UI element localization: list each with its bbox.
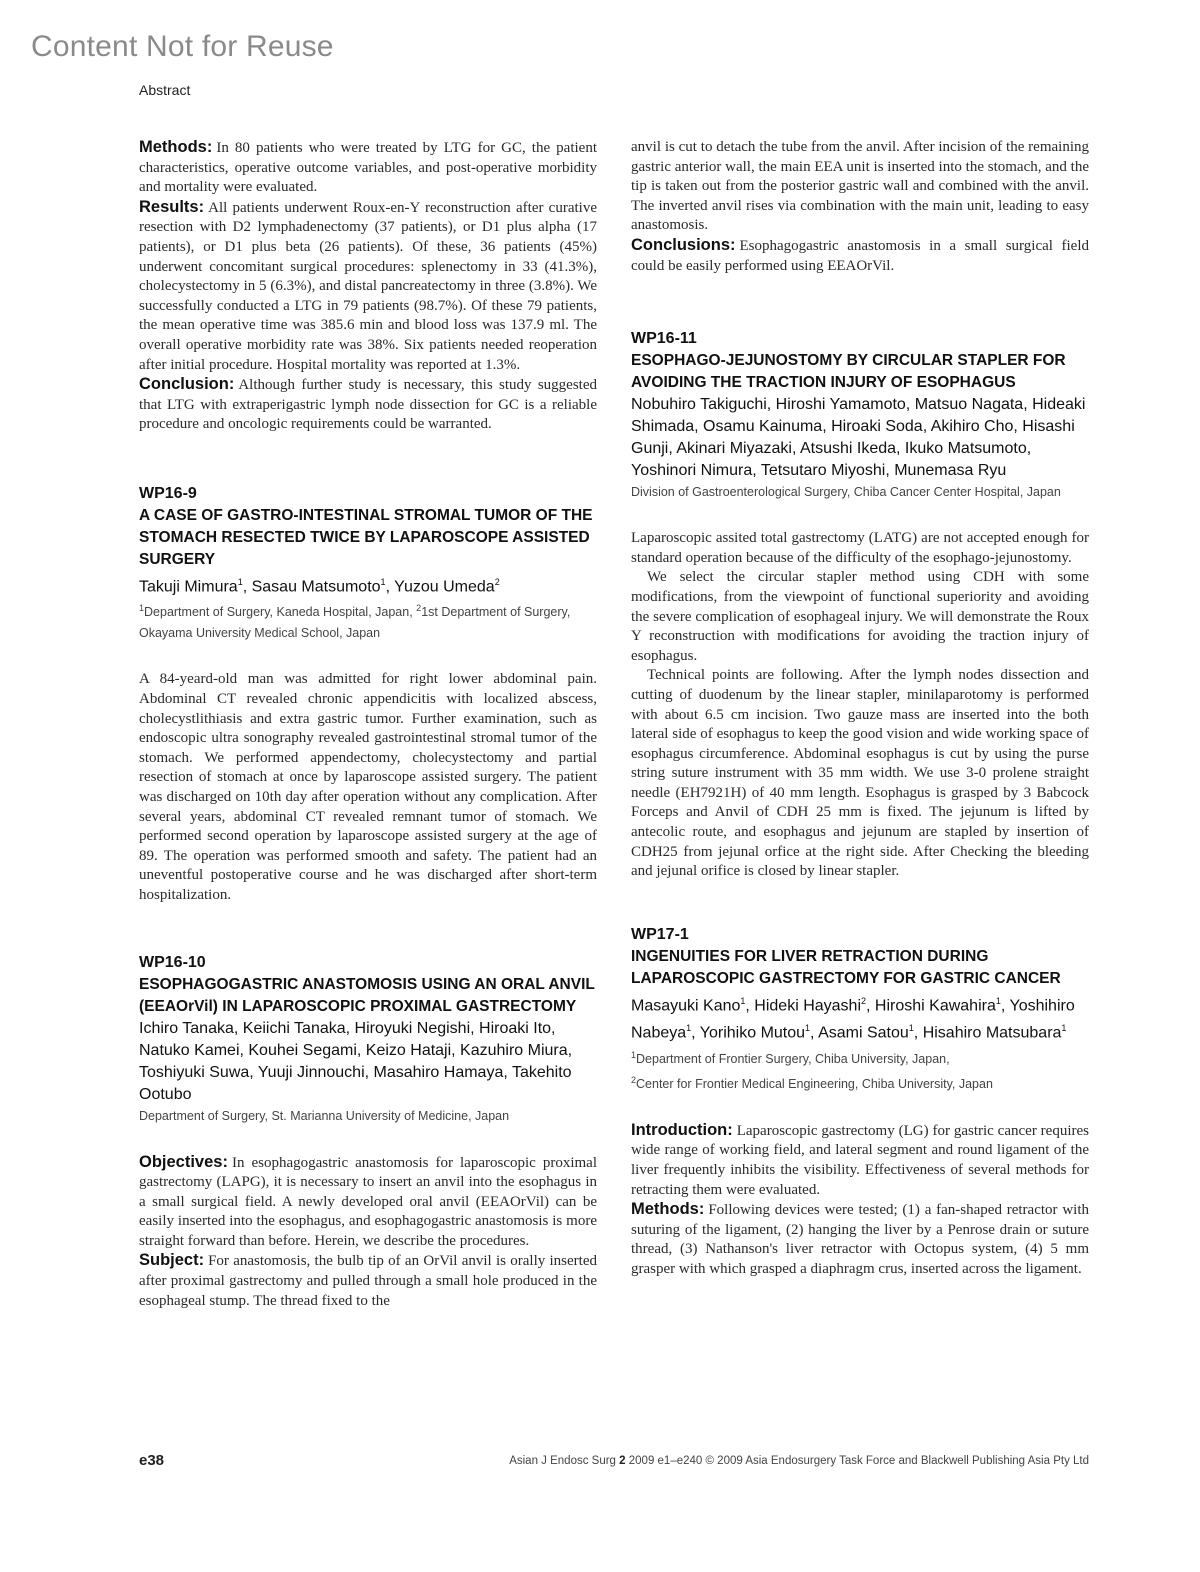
author: Yorihiko Mutou	[699, 1024, 806, 1042]
author: Yuzou Umeda	[394, 578, 495, 596]
methods-paragraph	[139, 138, 597, 198]
abstract-code: WP16-9	[139, 484, 197, 502]
left-column	[139, 138, 597, 1311]
abstract-wp16-11	[631, 328, 1089, 882]
running-head: Abstract	[139, 82, 191, 98]
abstract-body: We select the circular stapler method using CDH with some modifications, from the viewpoint of functional superiority and avoiding the severe complication of esophageal injury. We will demonstrate the Roux Y reconstruction with modifications for avoiding the traction injury of esophagus.	[631, 569, 1089, 664]
methods-text: In 80 patients who were treated by LTG for GC, the patient characteristics, operative outcome variables, and post-operative morbidity and mortality were evaluated.	[139, 140, 597, 196]
abstract-wp17-1	[631, 924, 1089, 1280]
results-label: Results:	[139, 197, 205, 216]
abstract-code: WP17-1	[631, 925, 689, 943]
conclusion-label: Conclusion:	[139, 375, 235, 394]
methods-label: Methods:	[631, 1200, 705, 1219]
results-text: All patients underwent Roux-en-Y reconstruction after curative resection with D2 lymphadenectomy (37 patients), or D1 plus alpha (17 patients), or D1 plus beta (26 patients). Of these, 36 patients (45%) underwent concomitant surgical procedures: splenectomy in 33 (41.3%), cholecystectomy in 5 (6.3%), and distal pancreatectomy in three (3.8%). We successfully conducted a LTG in 79 patients (98.7%). Of these 79 patients, the mean operative time was 385.6 min and blood loss was 137.9 ml. The overall operative morbidity rate was 38%. Six patients needed reoperation after initial procedure. Hospital mortality was reported at 1.3%.	[139, 199, 597, 373]
methods-paragraph: Methods: Following devices were tested; (1) a fan-shaped retractor with suturing of the ligament, (2) hanging the liver by a Penrose drain or suture thread, (3) Nathanson's liver retractor with Octopus system, (4) 5 mm grasper with which grasped a diaphragm crus, inserted across the ligament.	[631, 1200, 1089, 1277]
abstract-body: A 84-yeard-old man was admitted for right lower abdominal pain. Abdominal CT revealed chronic appendicitis with localized abscess, cholecystlithiasis and extra gastric tumor. Further examination, such as endoscopic ultra sonography revealed gastrointestinal stromal tumor of the stomach. We performed appendectomy, cholecystectomy and partial resection of stomach at once by laparoscope assisted surgery. The patient was discharged on 10th day after operation without any complication. After several years, abdominal CT revealed remnant tumor of stomach. We performed second operation by laparoscope assisted surgery at the age of 89. The operation was performed smooth and safety. The patient had an uneventful postoperative course and he was discharged after short-term hospitalization.	[139, 671, 597, 903]
affiliation: $^1$Department of Frontier Surgery, Chiba University, Japan, $^2$Center for Frontier Medical Engineering, Chiba University, Japan	[631, 1049, 993, 1091]
author: Hiroshi Kawahira	[874, 997, 996, 1015]
subject-label: Subject:	[139, 1251, 205, 1270]
continued-paragraph: anvil is cut to detach the tube from the anvil. After incision of the remaining gastric anterior wall, the main EEA unit is inserted into the stomach, and the tip is taken out from the posterior gastric wall and combined with the anvil. The inverted anvil rises via combination with the main unit, leading to easy anastomosis.	[631, 139, 1089, 234]
right-column	[631, 138, 1089, 1280]
conclusion-text: Although further study is necessary, this study suggested that LTG with extraperigastric lymph node dissection for GC is a reliable procedure and oncologic requirements could be warranted.	[139, 377, 597, 433]
abstract-title: ESOPHAGOGASTRIC ANASTOMOSIS USING AN ORAL ANVIL (EEAOrVil) IN LAPAROSCOPIC PROXIMAL GASTRECTOMY	[139, 975, 595, 1015]
author-list: Nobuhiro Takiguchi, Hiroshi Yamamoto, Matsuo Nagata, Hideaki Shimada, Osamu Kainuma, Hiroaki Soda, Akihiro Cho, Hisashi Gunji, Akinari Miyazaki, Atsushi Ikeda, Ikuko Matsumoto, Yoshinori Nimura, Tetsutaro Miyoshi, Munemasa Ryu	[631, 396, 1086, 480]
author: Masayuki Kano	[631, 997, 741, 1015]
author-list: Ichiro Tanaka, Keiichi Tanaka, Hiroyuki Negishi, Hiroaki Ito, Natuko Kamei, Kouhei Segami, Keizo Hataji, Kazuhiro Miura, Toshiyuki Suwa, Yuuji Jinnouchi, Masahiro Hamaya, Takehito Ootubo	[139, 1019, 573, 1103]
author: Takuji Mimura	[139, 578, 238, 596]
affiliation: Division of Gastroenterological Surgery, Chiba Cancer Center Hospital, Japan	[631, 485, 1061, 500]
author-list: Takuji Mimura$^1$, Sasau Matsumoto$^1$, Yuzou Umeda$^2$	[139, 576, 500, 596]
abstract-code: WP16-10	[139, 953, 206, 971]
author-list: Masayuki Kano$^1$, Hideki Hayashi$^2$, Hiroshi Kawahira$^1$, Yoshihiro Nabeya$^1$, Yorihiko Mutou$^1$, Asami Satou$^1$, Hisahiro Matsubara$^1$	[631, 995, 1075, 1042]
author: Sasau Matsumoto	[251, 578, 381, 596]
page-number: e38	[139, 1452, 165, 1469]
abstract-title: A CASE OF GASTRO-INTESTINAL STROMAL TUMOR OF THE STOMACH RESECTED TWICE BY LAPAROSCOPE ASSISTED SURGERY	[139, 506, 593, 568]
methods-label: Methods:	[139, 138, 213, 156]
abstract-body: Technical points are following. After the lymph nodes dissection and cutting of duodenum by the linear stapler, minilaparotomy is performed with about 6.5 cm incision. Two gauze mass are inserted into the both lateral side of esophagus to keep the good vision and wide working space of esophagus circumference. Abdominal esophagus is cut by using the purse string suture instrument with 35 mm width. We use 3-0 prolene straight needle (EH7921H) of 40 mm length. Esophagus is grasped by 3 Babcock Forceps and Anvil of CDH 25 mm is fixed. The jejunum is lifted by antecolic route, and esophagus and jejunum are stapled by insertion of CDH25 from jejunal orfice at the right side. After Checking the bleeding and jejunal orifice is closed by linear stapler.	[631, 667, 1089, 880]
abstract-wp16-9	[139, 483, 597, 906]
abstract-body: Laparoscopic assited total gastrectomy (LATG) are not accepted enough for standard operation because of the difficulty of the esophago-jejunostomy.	[631, 530, 1089, 566]
abstract-wp16-10	[139, 952, 597, 1312]
continued-abstract-right	[631, 138, 1089, 276]
conclusion-paragraph	[139, 375, 597, 435]
abstract-title: INGENUITIES FOR LIVER RETRACTION DURING LAPAROSCOPIC GASTRECTOMY FOR GASTRIC CANCER	[631, 947, 1061, 987]
objectives-paragraph: Objectives: In esophagogastric anastomosis for laparoscopic proximal gastrectomy (LAPG), it is necessary to insert an anvil into the esophagus in a small surgical field. A newly developed oral anvil (EEAOrVil) can be easily inserted into the esophagus, and esophagogastric anastomosis is more straight forward than before. Herein, we describe the procedures.	[139, 1152, 597, 1249]
abstract-code: WP16-11	[631, 330, 697, 348]
abstract-title: ESOPHAGO-JEJUNOSTOMY BY CIRCULAR STAPLER FOR AVOIDING THE TRACTION INJURY OF ESOPHAGUS	[631, 352, 1066, 392]
introduction-label: Introduction:	[631, 1120, 733, 1139]
author: Hideki Hayashi	[754, 997, 862, 1015]
affiliation: $^1$Department of Surgery, Kaneda Hospital, Japan, $^2$1st Department of Surgery, Okayama University Medical School, Japan	[139, 603, 571, 641]
author: Yoshihiro Nabeya	[631, 997, 1075, 1042]
introduction-paragraph: Introduction: Laparoscopic gastrectomy (LG) for gastric cancer requires wide range of working field, and lateral segment and round ligament of the liver frequently inhibits the visibility. Effectiveness of several methods for retracting them were evaluated.	[631, 1120, 1089, 1198]
author: Hisahiro Matsubara	[922, 1024, 1062, 1042]
results-paragraph	[139, 198, 597, 375]
objectives-label: Objectives:	[139, 1152, 228, 1171]
conclusions-paragraph: Conclusions: Esophagogastric anastomosis in a small surgical field could be easily performed using EEAOrVil.	[631, 235, 1089, 274]
subject-paragraph: Subject: For anastomosis, the bulb tip of an OrVil anvil is orally inserted after proximal gastrectomy and pulled through a small hole produced in the esophageal stump. The thread fixed to the	[139, 1251, 597, 1309]
affiliation: Department of Surgery, St. Marianna University of Medicine, Japan	[139, 1108, 510, 1123]
journal-citation: Asian J Endosc Surg 2 2009 e1–e240 © 2009 Asia Endosurgery Task Force and Blackwell Publishing Asia Pty Ltd	[509, 1455, 1089, 1467]
conclusions-label: Conclusions:	[631, 235, 736, 254]
author: Asami Satou	[818, 1024, 909, 1042]
continued-abstract-left	[139, 138, 597, 435]
watermark: Content Not for Reuse	[31, 30, 334, 63]
